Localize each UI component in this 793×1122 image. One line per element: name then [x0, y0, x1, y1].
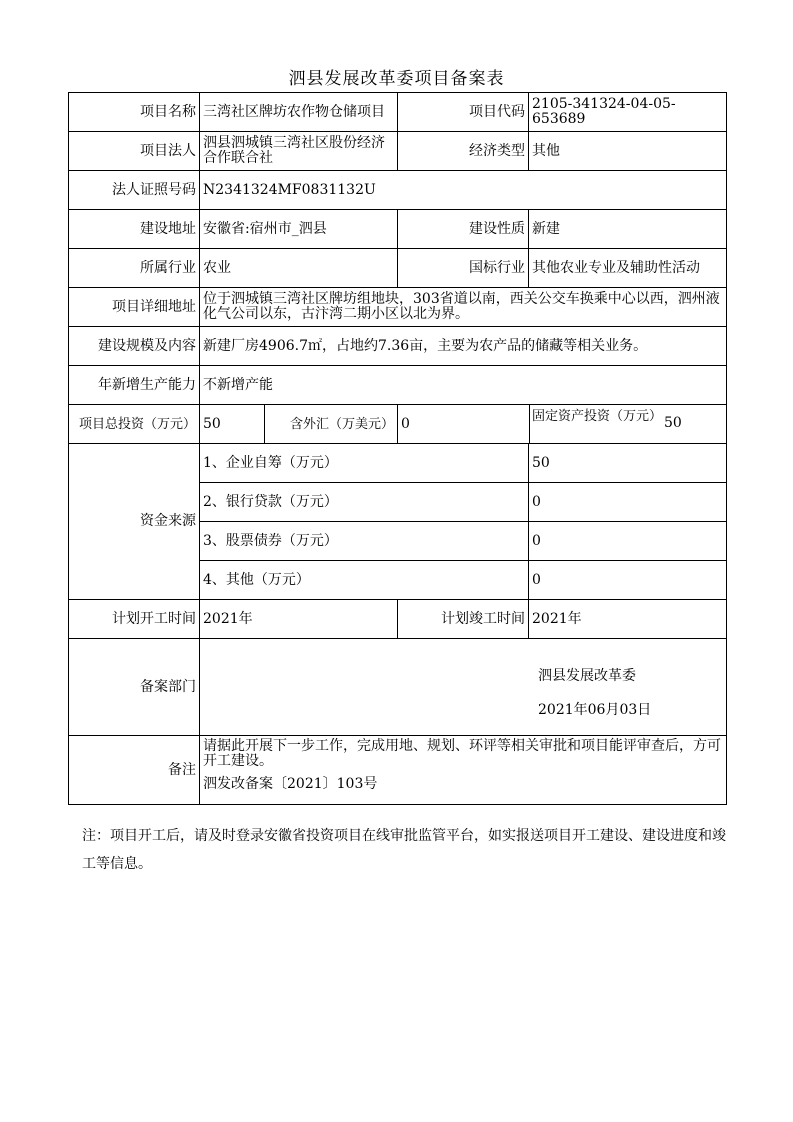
detail-address-value: 位于泗城镇三湾社区牌坊组地块，303省道以南，西关公交车换乘中心以西，泗州液化气公司以东，古汴湾二期小区以北为界。	[200, 288, 727, 327]
remark-cell	[200, 736, 727, 805]
industry-value: 农业	[200, 249, 398, 288]
project-name-label: 项目名称	[69, 93, 200, 132]
economic-type-label: 经济类型	[398, 132, 529, 171]
funding-item-value: 50	[529, 444, 727, 483]
filing-label: 备案部门	[69, 639, 200, 736]
row-legal-person	[69, 132, 727, 171]
funding-item-value: 0	[529, 483, 727, 522]
filing-cell	[200, 639, 727, 736]
foreign-exchange-label: 含外汇（万美元）	[265, 405, 398, 444]
national-industry-value: 其他农业专业及辅助性活动	[529, 249, 727, 288]
funding-item-label: 3、股票债券（万元）	[200, 522, 529, 561]
remark-label: 备注	[69, 736, 200, 805]
economic-type-value: 其他	[529, 132, 727, 171]
legal-person-value: 泗县泗城镇三湾社区股份经济合作联合社	[200, 132, 398, 171]
total-investment-label: 项目总投资（万元）	[69, 405, 200, 444]
total-investment-value: 50	[200, 405, 265, 444]
foreign-exchange-value: 0	[401, 415, 410, 432]
fixed-investment-value: 50	[664, 415, 682, 431]
start-time-label: 计划开工时间	[69, 600, 200, 639]
project-name-value: 三湾社区牌坊农作物仓储项目	[200, 93, 398, 132]
project-code-label: 项目代码	[398, 93, 529, 132]
detail-address-label: 项目详细地址	[69, 288, 200, 327]
end-time-value: 2021年	[529, 600, 727, 639]
end-time-label: 计划竣工时间	[398, 600, 529, 639]
funding-item-value: 0	[529, 561, 727, 600]
start-time-value: 2021年	[200, 600, 398, 639]
row-industry	[69, 249, 727, 288]
filing-date: 2021年06月03日	[538, 702, 652, 718]
license-value: N2341324MF0831132U	[200, 171, 727, 210]
row-build-location	[69, 210, 727, 249]
funding-item-label: 4、其他（万元）	[200, 561, 529, 600]
filing-form-table	[68, 92, 727, 805]
fixed-investment-label: 固定资产投资（万元）	[532, 409, 663, 424]
scale-content-value: 新建厂房4906.7㎡，占地约7.36亩，主要为农产品的储藏等相关业务。	[200, 327, 727, 366]
row-investment	[69, 405, 727, 444]
inner-divider	[529, 405, 530, 443]
funding-row-1	[69, 444, 727, 483]
row-filing	[69, 639, 727, 736]
new-capacity-value: 不新增产能	[200, 366, 727, 405]
build-nature-value: 新建	[529, 210, 727, 249]
license-label: 法人证照号码	[69, 171, 200, 210]
filing-org: 泗县发展改革委	[538, 668, 636, 684]
national-industry-label: 国标行业	[398, 249, 529, 288]
foreign-fixed-cell	[398, 405, 727, 444]
row-schedule	[69, 600, 727, 639]
row-remark	[69, 736, 727, 805]
page-title: 泗县发展改革委项目备案表	[288, 69, 505, 89]
funding-item-label: 1、企业自筹（万元）	[200, 444, 529, 483]
row-scale-content	[69, 327, 727, 366]
build-nature-label: 建设性质	[398, 210, 529, 249]
legal-person-label: 项目法人	[69, 132, 200, 171]
project-code-value: 2105-341324-04-05-653689	[529, 93, 727, 132]
funding-label: 资金来源	[69, 444, 200, 600]
build-location-label: 建设地址	[69, 210, 200, 249]
remark-text: 请据此开展下一步工作，完成用地、规划、环评等相关审批和项目能评审查后，方可开工建设。	[203, 738, 721, 769]
industry-label: 所属行业	[69, 249, 200, 288]
row-new-capacity	[69, 366, 727, 405]
row-license	[69, 171, 727, 210]
scale-content-label: 建设规模及内容	[69, 327, 200, 366]
footer-note: 注：项目开工后，请及时登录安徽省投资项目在线审批监管平台，如实报送项目开工建设、建设进度和竣工等信息。	[82, 828, 726, 872]
funding-item-value: 0	[529, 522, 727, 561]
build-location-value: 安徽省:宿州市_泗县	[200, 210, 398, 249]
row-project-name	[69, 93, 727, 132]
remark-doc-number: 泗发改备案〔2021〕103号	[203, 776, 378, 792]
new-capacity-label: 年新增生产能力	[69, 366, 200, 405]
funding-item-label: 2、银行贷款（万元）	[200, 483, 529, 522]
row-detail-address	[69, 288, 727, 327]
